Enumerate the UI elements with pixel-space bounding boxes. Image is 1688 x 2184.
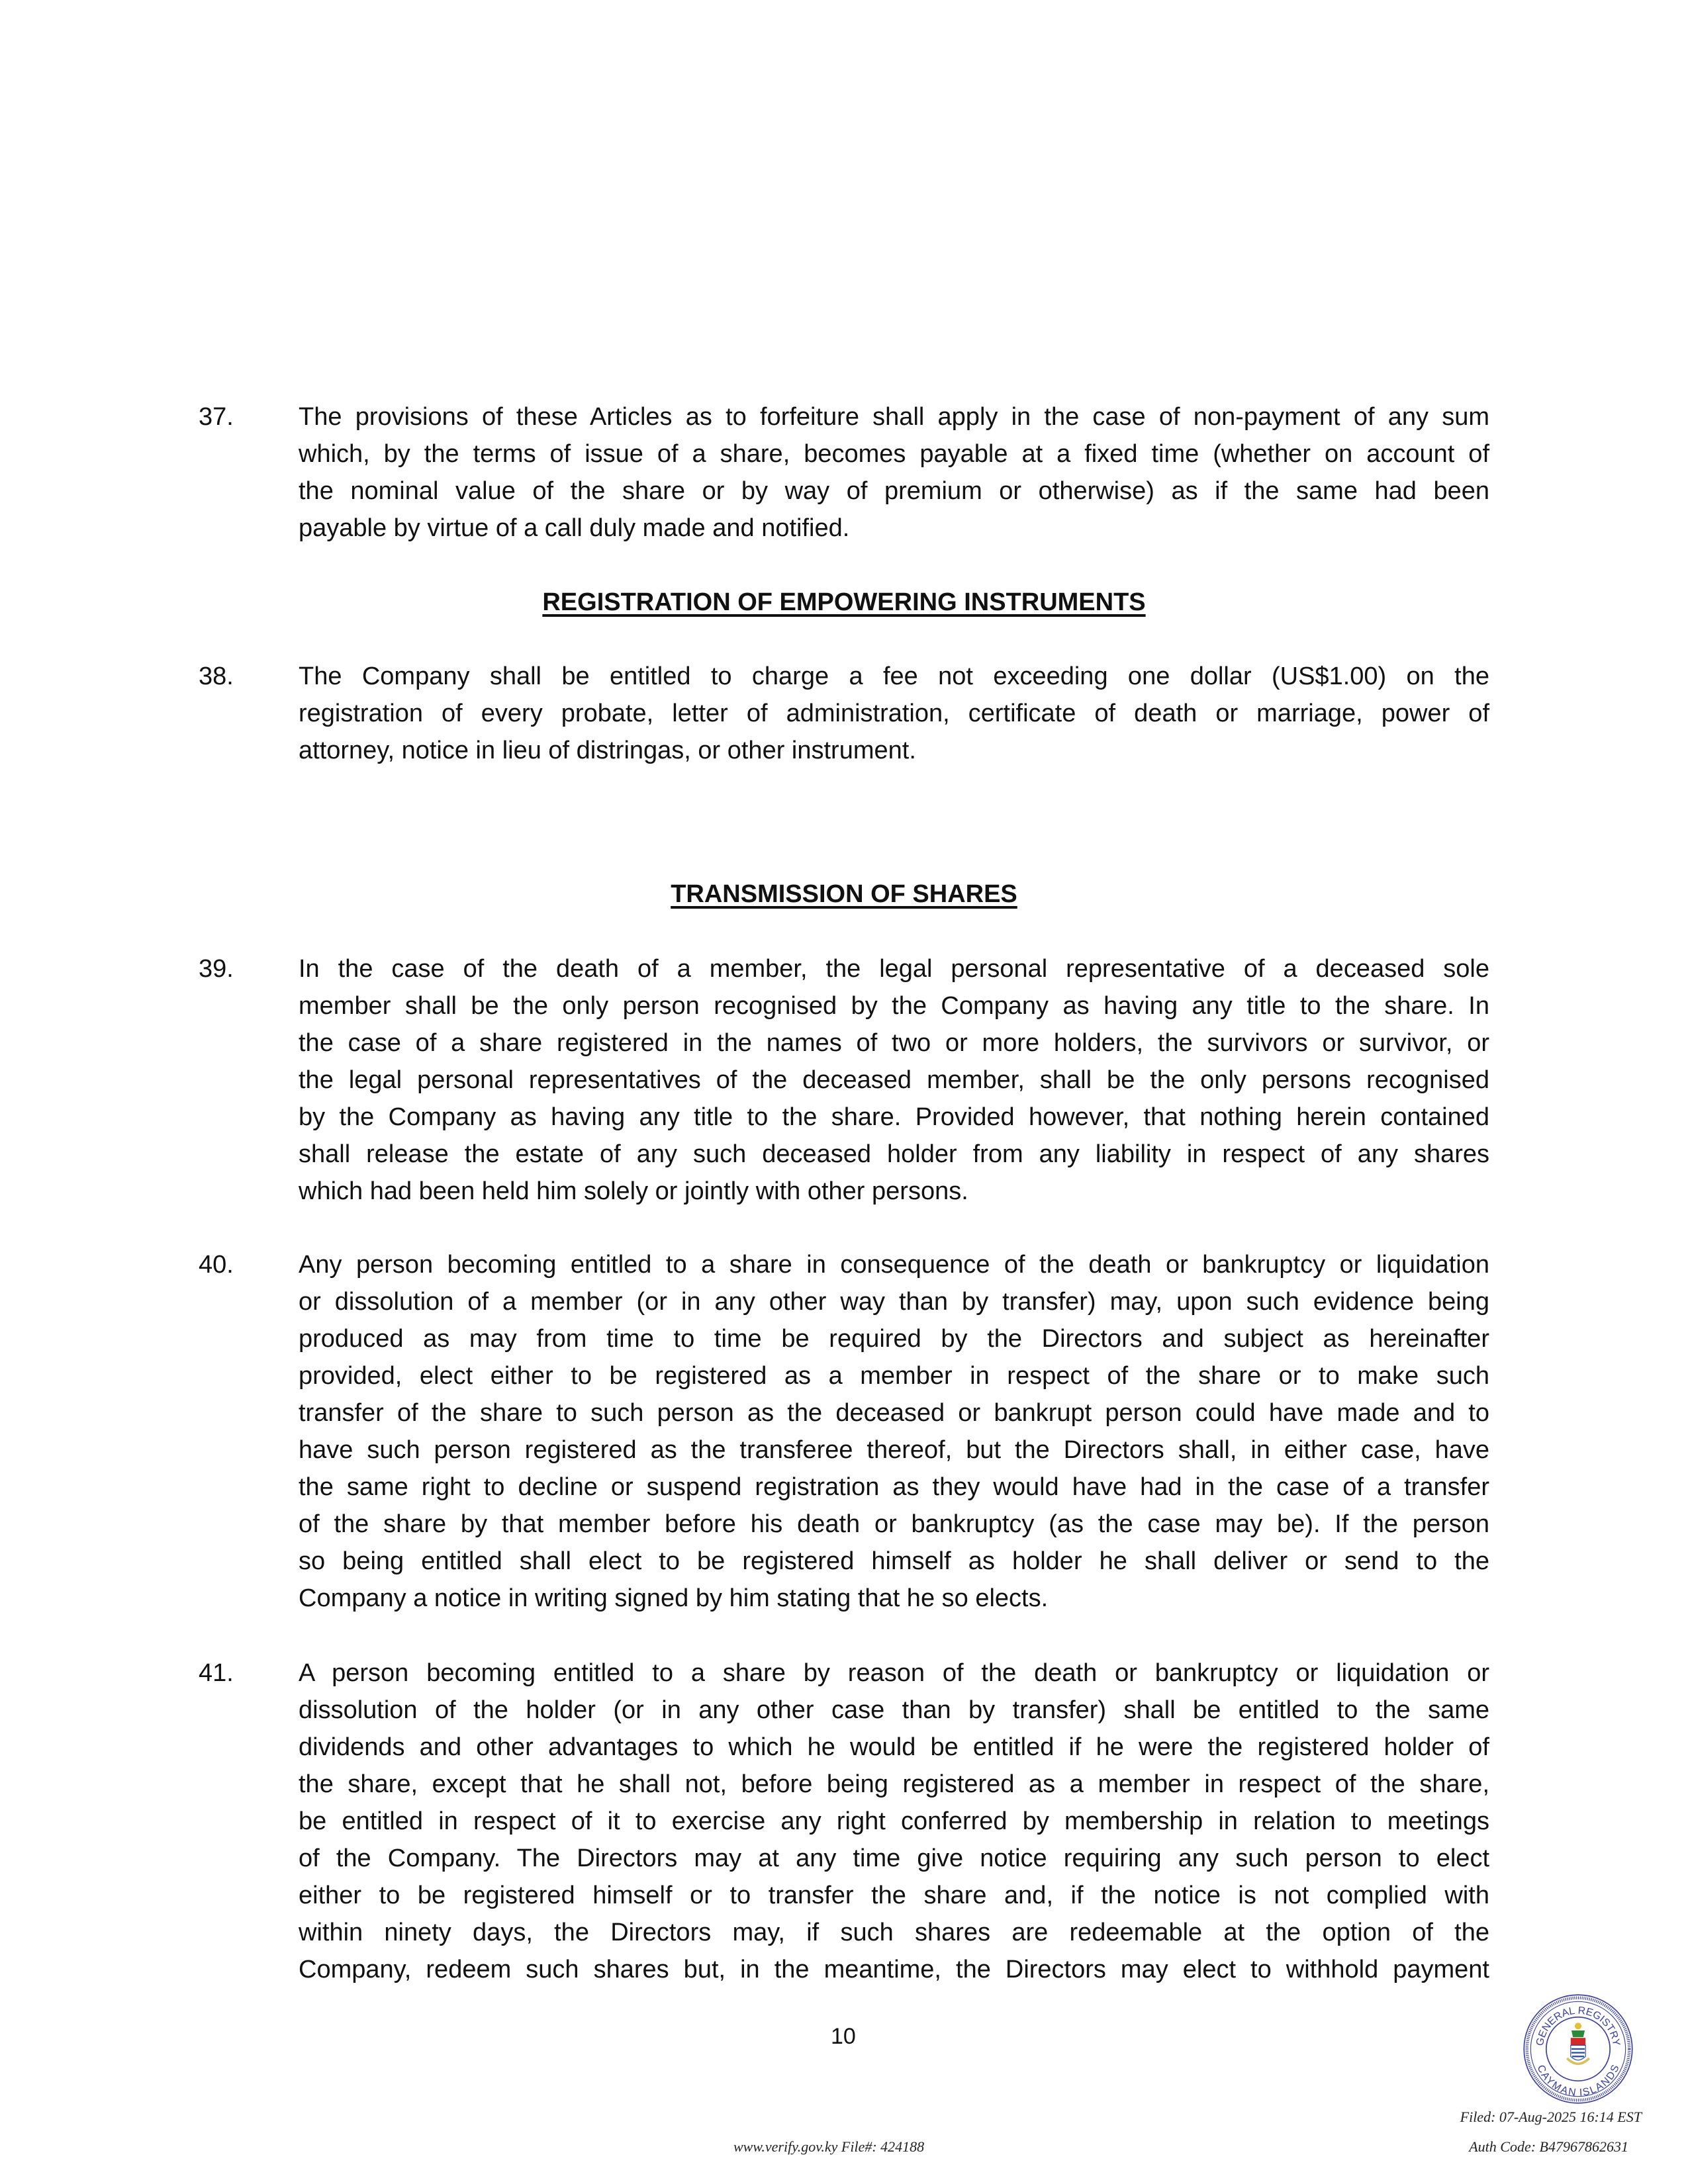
text-line: registration of every probate, letter of administration, certificate of death or marriage, power of [299,700,1489,727]
article-39 [199,950,1489,1210]
text-line: the share, except that he shall not, before being registered as a member in respect of the share, [299,1770,1489,1798]
text-line: shall release the estate of any such deceased holder from any liability in respect of any shares [299,1140,1489,1168]
article-37 [199,398,1489,547]
text-line: which had been held him solely or jointly with other persons. [299,1177,968,1205]
article-text [299,1246,1489,1617]
article-text [299,1655,1489,1988]
article-number: 38. [199,662,234,690]
text-line: the same right to decline or suspend registration as they would have had in the case of a transfer [299,1473,1489,1501]
article-number: 39. [199,955,234,983]
article-number: 37. [199,403,234,431]
text-line: Company, redeem such shares but, in the meantime, the Directors may elect to withhold payment [299,1956,1489,1983]
article-number: 41. [199,1659,234,1687]
text-line: dissolution of the holder (or in any other case than by transfer) shall be entitled to the same [299,1696,1489,1724]
article-text [299,658,1489,769]
text-line: Any person becoming entitled to a share in consequence of the death or bankruptcy or liquidation [299,1251,1489,1279]
text-line: of the Company. The Directors may at any time give notice requiring any such person to elect [299,1844,1489,1872]
text-line: dividends and other advantages to which he would be entitled if he were the registered holder of [299,1733,1489,1761]
page-number: 10 [831,2024,856,2049]
text-line: the nominal value of the share or by way of premium or otherwise) as if the same had been [299,477,1489,505]
text-line: payable by virtue of a call duly made and notified. [299,514,850,542]
text-line: A person becoming entitled to a share by reason of the death or bankruptcy or liquidation or [299,1659,1489,1687]
general-registry-seal [1523,1993,1634,2105]
text-line: provided, elect either to be registered as a member in respect of the share or to make such [299,1362,1489,1390]
text-line: or dissolution of a member (or in any other way than by transfer) may, upon such evidence being [299,1288,1489,1316]
article-text [299,950,1489,1210]
text-line: the case of a share registered in the names of two or more holders, the survivors or survivor, or [299,1029,1489,1057]
text-line: which, by the terms of issue of a share, becomes payable at a fixed time (whether on account of [299,440,1489,468]
text-line: within ninety days, the Directors may, if such shares are redeemable at the option of the [299,1919,1489,1946]
article-40 [199,1246,1489,1617]
text-line: so being entitled shall elect to be registered himself as holder he shall deliver or send to the [299,1547,1489,1575]
text-line: Company a notice in writing signed by him stating that he so elects. [299,1584,1049,1612]
document-body [0,398,1688,1988]
article-38 [199,658,1489,769]
article-text [299,398,1489,547]
heading-transmission-of-shares [0,876,1688,913]
text-line: The provisions of these Articles as to forfeiture shall apply in the case of non-payment of any sum [299,403,1489,431]
text-line: attorney, notice in lieu of distringas, or other instrument. [299,737,916,764]
coat-of-arms-icon [1567,2023,1589,2064]
text-line: The Company shall be entitled to charge a fee not exceeding one dollar (US$1.00) on the [299,662,1489,690]
text-line: have such person registered as the transferee thereof, but the Directors shall, in either case, have [299,1436,1489,1464]
verify-url: www.verify.gov.ky File#: 424188 [733,2138,925,2155]
text-line: either to be registered himself or to transfer the share and, if the notice is not complied with [299,1882,1489,1909]
auth-code: Auth Code: B47967862631 [1469,2138,1628,2155]
text-line: member shall be the only person recognised by the Company as having any title to the share. In [299,992,1489,1020]
text-line: be entitled in respect of it to exercise any right conferred by membership in relation to meetings [299,1807,1489,1835]
text-line: of the share by that member before his death or bankruptcy (as the case may be). If the person [299,1510,1489,1538]
seal-bottom-text: CAYMAN ISLANDS [1534,2063,1622,2099]
text-line: by the Company as having any title to the share. Provided however, that nothing herein contained [299,1103,1489,1131]
heading-text: TRANSMISSION OF SHARES [671,880,1017,908]
heading-text: REGISTRATION OF EMPOWERING INSTRUMENTS [542,588,1146,616]
article-number: 40. [199,1251,234,1279]
filed-timestamp: Filed: 07-Aug-2025 16:14 EST [1460,2109,1642,2125]
text-line: produced as may from time to time be required by the Directors and subject as hereinafter [299,1325,1489,1353]
text-line: the legal personal representatives of the deceased member, shall be the only persons recognised [299,1066,1489,1094]
article-41 [199,1655,1489,1988]
text-line: transfer of the share to such person as the deceased or bankrupt person could have made and to [299,1399,1489,1427]
text-line: In the case of the death of a member, the legal personal representative of a deceased sole [299,955,1489,983]
seal-top-text: GENERAL REGISTRY [1534,2005,1622,2047]
heading-registration-of-empowering-instruments [0,584,1688,621]
